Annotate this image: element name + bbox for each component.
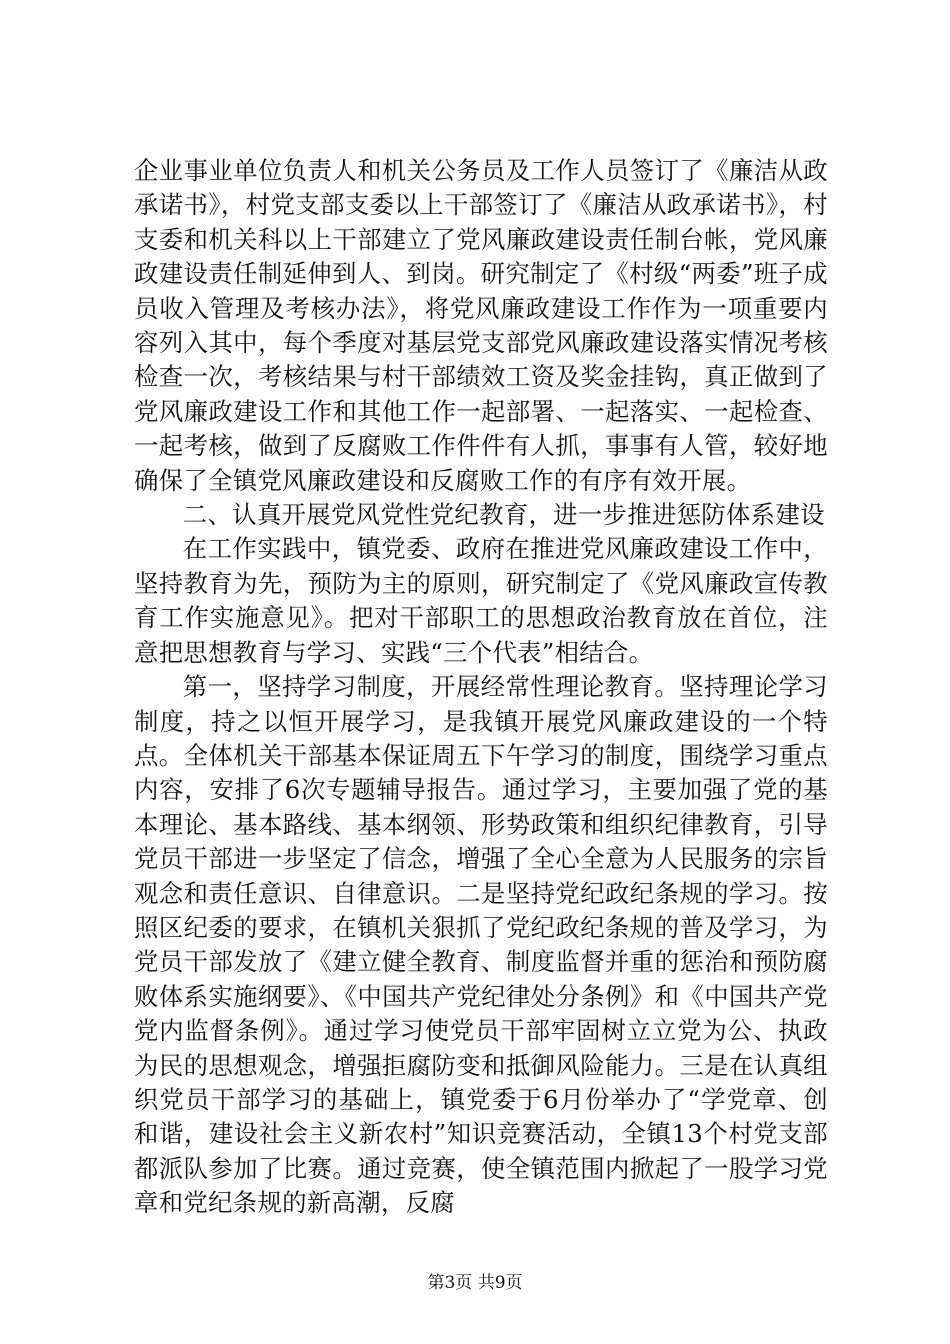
page-number-footer: 第3页 共9页 <box>427 1273 523 1293</box>
paragraph-3: 在工作实践中，镇党委、政府在推进党风廉政建设工作中，坚持教育为先，预防为主的原则，研究制定了《党风廉政宣传教育工作实施意见》。把对干部职工的思想政治教育放在首位，注意把思想教育与学习、实践“三个代表”相结合。 <box>134 534 828 667</box>
section-heading-2: 二、认真开展党风党性党纪教育，进一步推进惩防体系建设 <box>182 500 825 530</box>
paragraph-4: 第一，坚持学习制度，开展经常性理论教育。坚持理论学习制度，持之以恒开展学习，是我镇开展党风廉政建设的一个特点。全体机关干部基本保证周五下午学习的制度，围绕学习重点内容，安排了6次专题辅导报告。通过学习，主要加强了党的基本理论、基本路线、基本纲领、形势政策和组织纪律教育，引导党员干部进一步坚定了信念，增强了全心全意为人民服务的宗旨观念和责任意识、自律意识。二是坚持党纪政纪条规的学习。按照区纪委的要求，在镇机关狠抓了党纪政纪条规的普及学习，为党员干部发放了《建立健全教育、制度监督并重的惩治和预防腐败体系实施纲要》、《中国共产党纪律处分条例》和《中国共产党党内监督条例》。通过学习使党员干部牢固树立立党为公、执政为民的思想观念，增强拒腐防变和抵御风险能力。三是在认真组织党员干部学习的基础上，镇党委于6月份举办了“学党章、创和谐，建设社会主义新农村”知识竞赛活动，全镇13个村党支部都派队参加了比赛。通过竞赛，使全镇范围内掀起了一股学习党章和党纪条规的新高潮，反腐 <box>134 672 828 1218</box>
document-body <box>134 154 828 1221</box>
paragraph-1: 企业事业单位负责人和机关公务员及工作人员签订了《廉洁从政承诺书》，村党支部支委以上干部签订了《廉洁从政承诺书》，村支委和机关科以上干部建立了党风廉政建设责任制台帐，党风廉政建设责任制延伸到人、到岗。研究制定了《村级“两委”班子成员收入管理及考核办法》，将党风廉政建设工作作为一项重要内容列入其中，每个季度对基层党支部党风廉政建设落实情况考核检查一次，考核结果与村干部绩效工资及奖金挂钩，真正做到了党风廉政建设工作和其他工作一起部署、一起落实、一起检查、一起考核，做到了反腐败工作件件有人抓，事事有人管，较好地确保了全镇党风廉政建设和反腐败工作的有序有效开展。 <box>134 156 828 495</box>
